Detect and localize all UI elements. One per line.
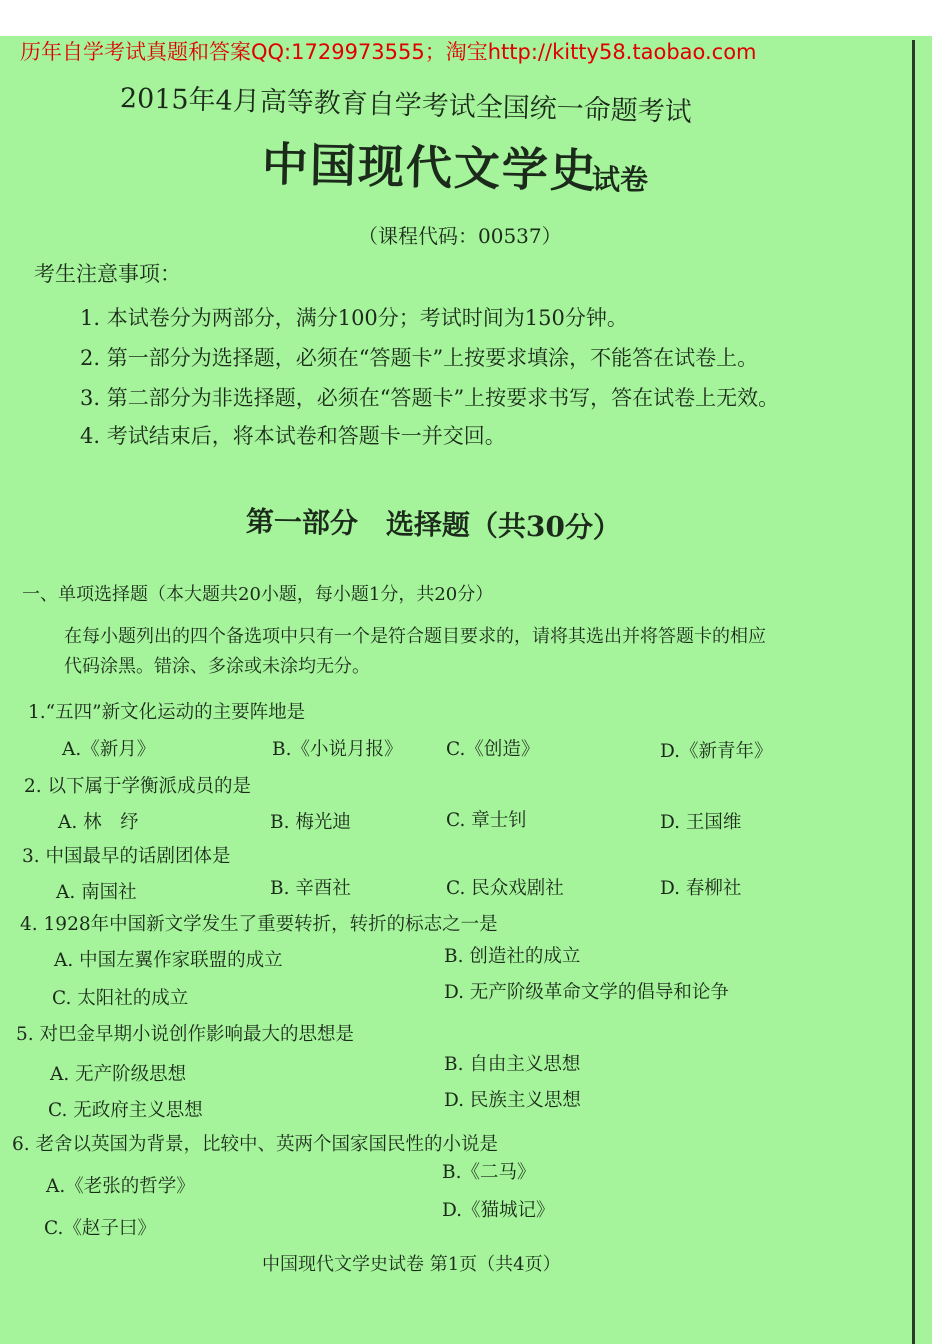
exam-header: 2015年4月高等教育自学考试全国统一命题考试 bbox=[119, 83, 693, 128]
notice-heading: 考生注意事项： bbox=[34, 262, 181, 286]
question-option: B. 梅光迪 bbox=[270, 812, 351, 833]
question-option: A. 中国左翼作家联盟的成立 bbox=[54, 950, 283, 971]
question-option: A.《老张的哲学》 bbox=[46, 1176, 195, 1197]
watermark-banner: 历年自学考试真题和答案QQ:1729973555；淘宝http://kitty58.taobao.com bbox=[20, 40, 757, 64]
question-option: D. 民族主义思想 bbox=[444, 1090, 581, 1111]
question-stem: 1.“五四”新文化运动的主要阵地是 bbox=[28, 702, 306, 723]
question-option: C.《赵子曰》 bbox=[44, 1218, 156, 1239]
page-title: 中国现代文学史 bbox=[261, 137, 599, 199]
question-stem: 3. 中国最早的话剧团体是 bbox=[22, 846, 231, 867]
notice-item: 4. 考试结束后，将本试卷和答题卡一并交回。 bbox=[80, 424, 506, 448]
question-option: A. 无产阶级思想 bbox=[50, 1064, 187, 1085]
question-option: C.《创造》 bbox=[446, 739, 540, 760]
notice-item: 3. 第二部分为非选择题，必须在“答题卡”上按要求书写，答在试卷上无效。 bbox=[80, 386, 780, 410]
section-instructions: 在每小题列出的四个备选项中只有一个是符合题目要求的，请将其选出并将答题卡的相应 bbox=[64, 626, 766, 647]
question-option: D. 春柳社 bbox=[660, 878, 742, 899]
notice-item: 1. 本试卷分为两部分，满分100分；考试时间为150分钟。 bbox=[80, 306, 628, 330]
question-option: D.《新青年》 bbox=[660, 741, 773, 762]
question-option: B.《小说月报》 bbox=[272, 739, 403, 760]
question-option: A. 南国社 bbox=[56, 882, 137, 903]
question-option: B. 创造社的成立 bbox=[444, 946, 581, 967]
question-option: D. 无产阶级革命文学的倡导和论争 bbox=[444, 982, 729, 1003]
question-stem: 6. 老舍以英国为背景，比较中、英两个国家国民性的小说是 bbox=[12, 1134, 499, 1155]
question-option: C. 无政府主义思想 bbox=[48, 1100, 203, 1121]
question-option: A.《新月》 bbox=[62, 739, 156, 760]
question-option: C. 民众戏剧社 bbox=[446, 878, 564, 899]
section-instructions: 代码涂黑。错涂、多涂或未涂均无分。 bbox=[64, 656, 370, 677]
question-option: B.《二马》 bbox=[442, 1162, 536, 1183]
section-title: 一、单项选择题（本大题共20小题，每小题1分，共20分） bbox=[22, 584, 494, 605]
question-option: C. 太阳社的成立 bbox=[52, 988, 189, 1009]
page-footer: 中国现代文学史试卷 第1页（共4页） bbox=[262, 1254, 561, 1275]
part-heading: 第一部分 选择题（共30分） bbox=[245, 505, 622, 545]
question-option: D. 王国维 bbox=[660, 812, 742, 833]
notice-item: 2. 第一部分为选择题，必须在“答题卡”上按要求填涂，不能答在试卷上。 bbox=[80, 346, 759, 370]
course-code: （课程代码：00537） bbox=[358, 224, 562, 248]
question-stem: 2. 以下属于学衡派成员的是 bbox=[24, 776, 252, 797]
question-option: A. 林 纾 bbox=[58, 812, 139, 833]
question-option: B. 自由主义思想 bbox=[444, 1054, 581, 1075]
question-stem: 4. 1928年中国新文学发生了重要转折，转折的标志之一是 bbox=[20, 914, 498, 935]
title-suffix: 试卷 bbox=[592, 163, 649, 196]
page-edge-divider bbox=[912, 40, 915, 1344]
question-option: B. 辛酉社 bbox=[270, 878, 351, 899]
question-stem: 5. 对巴金早期小说创作影响最大的思想是 bbox=[16, 1024, 355, 1045]
question-option: C. 章士钊 bbox=[446, 810, 527, 831]
question-option: D.《猫城记》 bbox=[442, 1200, 555, 1221]
